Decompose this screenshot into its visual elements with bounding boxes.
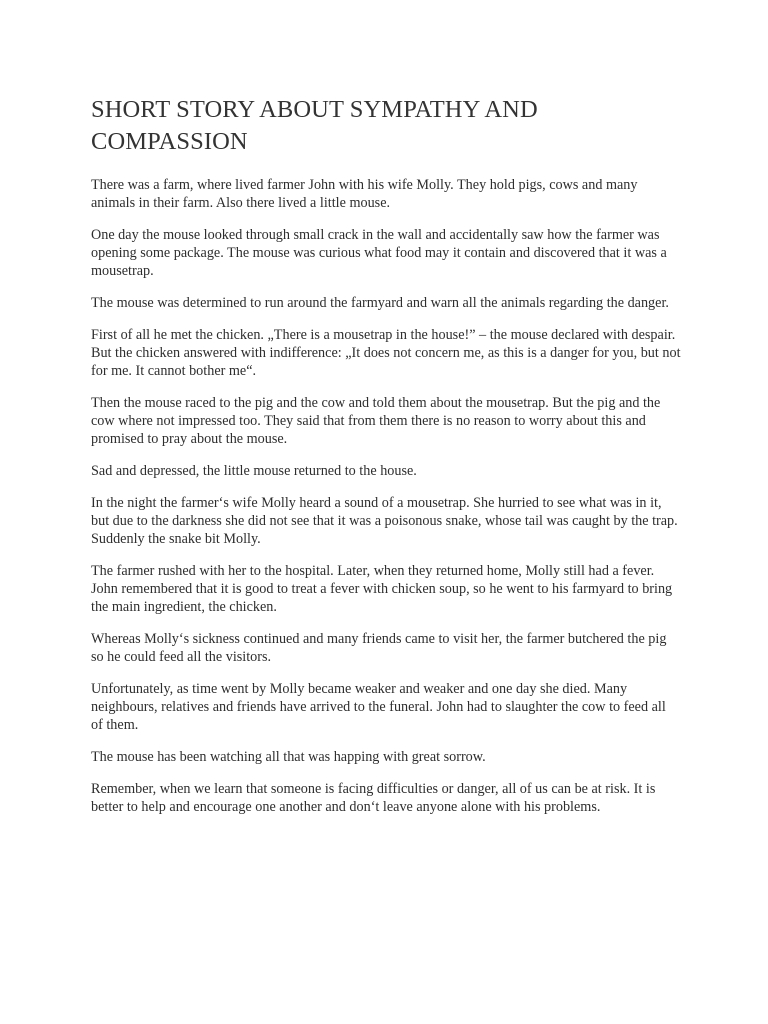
story-paragraph: The mouse has been watching all that was happing with great sorrow. xyxy=(91,749,486,765)
story-paragraph: One day the mouse looked through small crack in the wall and accidentally saw how the farmer was opening some package. The mouse was curious what food may it contain and discovered that it was a mousetrap. xyxy=(91,227,667,279)
story-title: SHORT STORY ABOUT SYMPATHY AND COMPASSION xyxy=(91,96,538,155)
story-paragraph: First of all he met the chicken. „There is a mousetrap in the house!” – the mouse declared with despair. But the chicken answered with indifference: „It does not concern me, as this is a danger for you, but not for me. It cannot bother me“. xyxy=(91,327,681,379)
story-paragraph: The mouse was determined to run around the farmyard and warn all the animals regarding the danger. xyxy=(91,295,669,311)
story-paragraph: There was a farm, where lived farmer John with his wife Molly. They hold pigs, cows and many animals in their farm. Also there lived a little mouse. xyxy=(91,177,638,211)
document-page xyxy=(91,94,681,830)
story-paragraph: The farmer rushed with her to the hospital. Later, when they returned home, Molly still had a fever. John remembered that it is good to treat a fever with chicken soup, so he went to his farmyard to bring the main ingredient, the chicken. xyxy=(91,563,673,615)
story-paragraph: In the night the farmer‘s wife Molly heard a sound of a mousetrap. She hurried to see what was in it, but due to the darkness she did not see that it was a poisonous snake, whose tail was caught by the trap. Suddenly the snake bit Molly. xyxy=(91,495,678,547)
story-paragraph: Unfortunately, as time went by Molly became weaker and weaker and one day she died. Many neighbours, relatives and friends have arrived to the funeral. John had to slaughter the cow to feed all of them. xyxy=(91,681,666,733)
story-paragraph: Whereas Molly‘s sickness continued and many friends came to visit her, the farmer butchered the pig so he could feed all the visitors. xyxy=(91,631,667,665)
story-paragraph: Remember, when we learn that someone is facing difficulties or danger, all of us can be at risk. It is better to help and encourage one another and don‘t leave anyone alone with his problems. xyxy=(91,781,656,815)
story-paragraph: Then the mouse raced to the pig and the cow and told them about the mousetrap. But the pig and the cow where not impressed too. They said that from them there is no reason to worry about this and promised to pray about the mouse. xyxy=(91,395,661,447)
story-paragraph: Sad and depressed, the little mouse returned to the house. xyxy=(91,463,417,479)
